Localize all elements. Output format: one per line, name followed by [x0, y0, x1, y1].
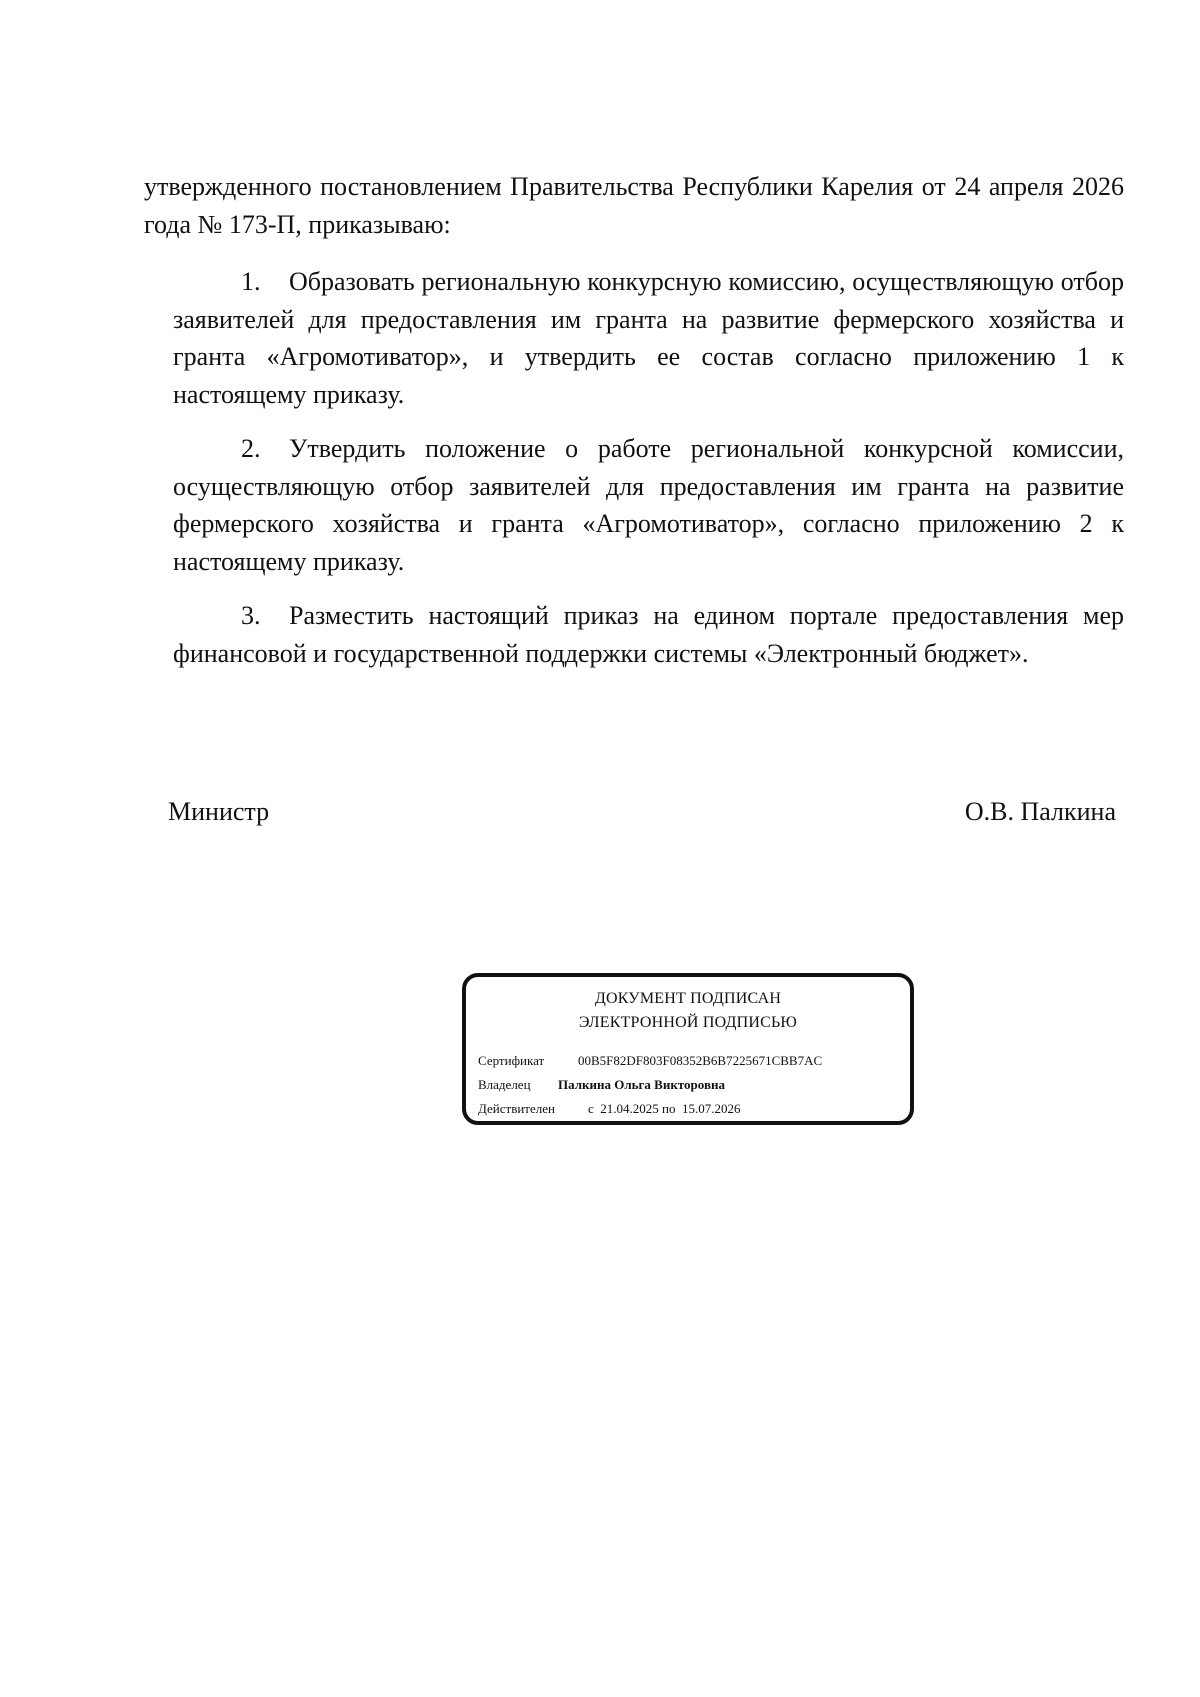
- stamp-certificate-label: Сертификат: [478, 1053, 545, 1068]
- stamp-certificate-row: [478, 1051, 822, 1071]
- stamp-validity-label: Действителен: [478, 1101, 555, 1116]
- order-item-text: Образовать региональную конкурсную комиссию, осуществляющую отбор заявителей для предоставления им гранта на развитие фермерского хозяйства и гранта «Агромотиватор», и утвердить ее состав согласно приложению 1 к настоящему приказу.: [173, 267, 1124, 409]
- order-item-1: [173, 263, 1124, 413]
- order-item-2: [173, 430, 1124, 580]
- stamp-owner-label: Владелец: [478, 1077, 531, 1092]
- order-item-text: Разместить настоящий приказ на едином портале предоставления мер финансовой и государственной поддержки системы «Электронный бюджет».: [173, 601, 1124, 668]
- stamp-validity-value: с 21.04.2025 по 15.07.2026: [588, 1101, 741, 1116]
- stamp-title: [466, 987, 910, 1035]
- signatory-role: Министр: [168, 797, 270, 826]
- order-item-number: 1.: [241, 267, 261, 296]
- order-item-3: [173, 597, 1124, 672]
- order-item-number: 3.: [241, 601, 261, 630]
- order-item-number: 2.: [241, 434, 261, 463]
- order-item-text: Утвердить положение о работе региональной конкурсной комиссии, осуществляющую отбор заявителей для предоставления им гранта на развитие фермерского хозяйства и гранта «Агромотиватор», согласно приложению 2 к настоящему приказу.: [173, 434, 1124, 576]
- stamp-owner-row: [478, 1075, 725, 1095]
- stamp-owner-value: Палкина Ольга Викторовна: [558, 1077, 725, 1092]
- stamp-title-line-1: ДОКУМЕНТ ПОДПИСАН: [594, 990, 782, 1007]
- stamp-title-line-2: ЭЛЕКТРОННОЙ ПОДПИСЬЮ: [578, 1014, 798, 1031]
- stamp-certificate-value: 00B5F82DF803F08352B6B7225671CBB7AC: [578, 1053, 823, 1068]
- signatory-name: О.В. Палкина: [964, 797, 1116, 826]
- electronic-signature-stamp: [462, 973, 914, 1125]
- intro-paragraph: утвержденного постановлением Правительства Республики Карелия от 24 апреля 2026 года № 173-П, приказываю:: [144, 172, 1124, 239]
- stamp-validity-row: [478, 1099, 740, 1119]
